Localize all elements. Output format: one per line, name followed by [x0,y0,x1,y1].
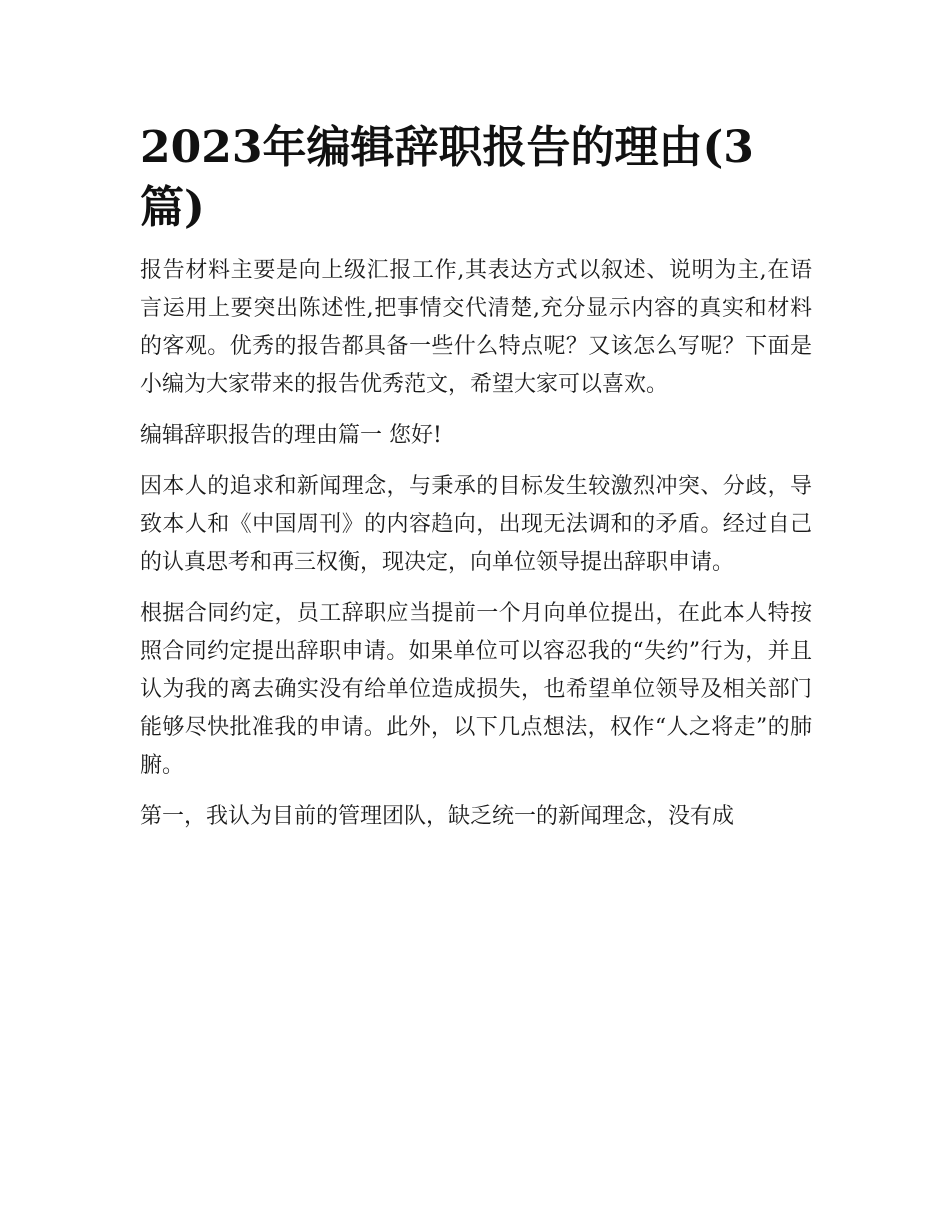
body-paragraph: 根据合同约定，员工辞职应当提前一个月向单位提出，在此本人特按照合同约定提出辞职申请。如果单位可以容忍我的“失约”行为，并且认为我的离去确实没有给单位造成损失，也希望单位领导及相关部门能够尽快批准我的申请。此外，以下几点想法，权作“人之将走”的肺腑。 [140,601,812,778]
body-paragraph: 因本人的追求和新闻理念，与秉承的目标发生较激烈冲突、分歧，导致本人和《中国周刊》的内容趋向，出现无法调和的矛盾。经过自己的认真思考和再三权衡，现决定，向单位领导提出辞职申请。 [140,474,812,575]
document-content [140,118,812,849]
body-paragraph: 第一，我认为目前的管理团队，缺乏统一的新闻理念，没有成 [140,804,735,829]
section-heading-line: 编辑辞职报告的理由篇一 您好! [140,423,442,448]
intro-paragraph: 报告材料主要是向上级汇报工作,其表达方式以叙述、说明为主,在语言运用上要突出陈述性,把事情交代清楚,充分显示内容的真实和材料的客观。优秀的报告都具备一些什么特点呢？又该怎么写呢？下面是小编为大家带来的报告优秀范文，希望大家可以喜欢。 [140,258,812,397]
document-title: 2023年编辑辞职报告的理由(3篇) [140,122,754,233]
